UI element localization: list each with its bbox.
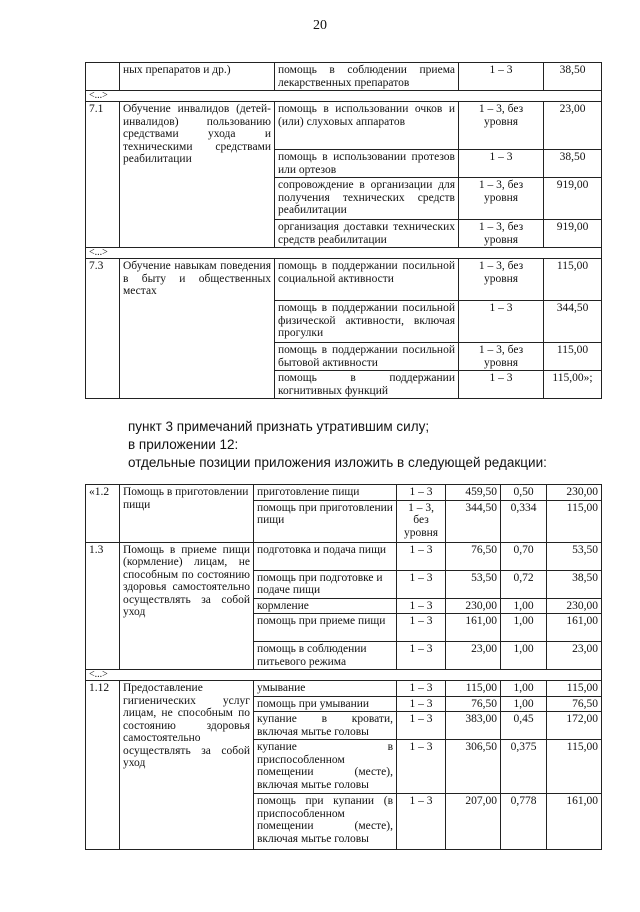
level-range: 1 – 3 — [397, 681, 446, 697]
coefficient: 1,00 — [501, 696, 547, 712]
service-name: Предоставление гигиенических услуг лицам, не способным по состоянию здоровья самостоятельно осуществлять за собой уход — [120, 681, 254, 850]
service-action: помощь в поддержании когнитивных функций — [275, 371, 459, 399]
price-value: 161,00 — [547, 794, 602, 850]
service-action: помощь при приеме пищи — [254, 614, 397, 642]
service-name: Обучение инвалидов (детей-инвалидов) пользованию средствами ухода и техническими средствами реабилитации — [120, 102, 275, 248]
price-value: 38,50 — [544, 63, 602, 91]
price-value: 38,50 — [544, 150, 602, 178]
service-action: помощь в соблюдении питьевого режима — [254, 642, 397, 670]
service-action: помощь в поддержании посильной бытовой активности — [275, 343, 459, 371]
service-action: помощь при умывании — [254, 696, 397, 712]
level-range: 1 – 3 — [459, 150, 544, 178]
level-range: 1 – 3 — [459, 63, 544, 91]
base-price: 344,50 — [446, 500, 501, 542]
service-action: кормление — [254, 598, 397, 614]
price-value: 115,00»; — [544, 371, 602, 399]
price-value: 23,00 — [547, 642, 602, 670]
level-range: 1 – 3, без уровня — [459, 102, 544, 150]
level-range: 1 – 3 — [397, 598, 446, 614]
base-price: 207,00 — [446, 794, 501, 850]
coefficient: 1,00 — [501, 614, 547, 642]
ellipsis-mark: <...> — [86, 91, 602, 102]
coefficient: 1,00 — [501, 681, 547, 697]
price-value: 919,00 — [544, 220, 602, 248]
price-value: 76,50 — [547, 696, 602, 712]
ellipsis-mark: <...> — [86, 670, 602, 681]
base-price: 23,00 — [446, 642, 501, 670]
level-range: 1 – 3 — [397, 614, 446, 642]
coefficient: 0,70 — [501, 542, 547, 570]
row-number: 1.12 — [86, 681, 120, 850]
table-row — [86, 542, 602, 570]
row-number: 7.3 — [86, 259, 120, 399]
table-social-services-1 — [85, 62, 602, 399]
note-paragraph-1: пункт 3 примечаний признать утратившим силу; — [128, 419, 430, 434]
service-action: помощь при купании (в приспособленном помещении (месте), включая мытье головы — [254, 794, 397, 850]
table-row — [86, 102, 602, 150]
price-value: 230,00 — [547, 485, 602, 501]
service-action: помощь в соблюдении приема лекарственных препаратов — [275, 63, 459, 91]
table-row — [86, 259, 602, 301]
level-range: 1 – 3 — [397, 740, 446, 794]
coefficient: 1,00 — [501, 642, 547, 670]
table-social-services-2 — [85, 484, 602, 850]
level-range: 1 – 3 — [397, 712, 446, 740]
level-range: 1 – 3 — [459, 371, 544, 399]
note-paragraph-3: отдельные позиции приложения изложить в следующей редакции: — [128, 455, 547, 470]
base-price: 76,50 — [446, 542, 501, 570]
level-range: 1 – 3, без уровня — [459, 259, 544, 301]
coefficient: 0,45 — [501, 712, 547, 740]
price-value: 230,00 — [547, 598, 602, 614]
coefficient: 0,375 — [501, 740, 547, 794]
level-range: 1 – 3 — [397, 542, 446, 570]
note-paragraph-2: в приложении 12: — [128, 437, 239, 452]
row-number — [86, 63, 120, 91]
level-range: 1 – 3, без уровня — [459, 343, 544, 371]
coefficient: 1,00 — [501, 598, 547, 614]
price-value: 53,50 — [547, 542, 602, 570]
service-action: купание в кровати, включая мытье головы — [254, 712, 397, 740]
service-action: помощь в поддержании посильной физической активности, включая прогулки — [275, 301, 459, 343]
service-action: организация доставки технических средств реабилитации — [275, 220, 459, 248]
service-action: умывание — [254, 681, 397, 697]
base-price: 115,00 — [446, 681, 501, 697]
ellipsis-mark: <...> — [86, 248, 602, 259]
row-number: 1.3 — [86, 542, 120, 670]
service-action: помощь при приготовлении пищи — [254, 500, 397, 542]
coefficient: 0,778 — [501, 794, 547, 850]
service-action: купание в приспособленном помещении (месте), включая мытье головы — [254, 740, 397, 794]
price-value: 161,00 — [547, 614, 602, 642]
price-value: 115,00 — [544, 259, 602, 301]
ellipsis-row — [86, 670, 602, 681]
service-name: Помощь в приеме пищи (кормление) лицам, не способным по состоянию здоровья самостоятельно осуществлять за собой уход — [120, 542, 254, 670]
base-price: 230,00 — [446, 598, 501, 614]
level-range: 1 – 3, без уровня — [397, 500, 446, 542]
page-number: 20 — [313, 18, 327, 33]
service-name: Обучение навыкам поведения в быту и общественных местах — [120, 259, 275, 399]
coefficient: 0,72 — [501, 570, 547, 598]
base-price: 53,50 — [446, 570, 501, 598]
price-value: 38,50 — [547, 570, 602, 598]
price-value: 344,50 — [544, 301, 602, 343]
service-name: ных препаратов и др.) — [120, 63, 275, 91]
price-value: 115,00 — [547, 681, 602, 697]
base-price: 306,50 — [446, 740, 501, 794]
table-row — [86, 681, 602, 697]
service-action: помощь в использовании очков и (или) слуховых аппаратов — [275, 102, 459, 150]
level-range: 1 – 3 — [397, 696, 446, 712]
ellipsis-row — [86, 248, 602, 259]
price-value: 115,00 — [547, 500, 602, 542]
service-action: сопровождение в организации для получения технических средств реабилитации — [275, 178, 459, 220]
service-action: подготовка и подача пищи — [254, 542, 397, 570]
service-action: помощь при подготовке и подаче пищи — [254, 570, 397, 598]
level-range: 1 – 3, без уровня — [459, 178, 544, 220]
price-value: 919,00 — [544, 178, 602, 220]
price-value: 115,00 — [547, 740, 602, 794]
ellipsis-row — [86, 91, 602, 102]
level-range: 1 – 3, без уровня — [459, 220, 544, 248]
price-value: 172,00 — [547, 712, 602, 740]
level-range: 1 – 3 — [397, 794, 446, 850]
service-action: помощь в использовании протезов или ортезов — [275, 150, 459, 178]
price-value: 115,00 — [544, 343, 602, 371]
level-range: 1 – 3 — [397, 642, 446, 670]
base-price: 383,00 — [446, 712, 501, 740]
level-range: 1 – 3 — [397, 570, 446, 598]
service-action: помощь в поддержании посильной социальной активности — [275, 259, 459, 301]
table-row — [86, 485, 602, 501]
coefficient: 0,334 — [501, 500, 547, 542]
service-name: Помощь в приготовлении пищи — [120, 485, 254, 543]
service-action: приготовление пищи — [254, 485, 397, 501]
level-range: 1 – 3 — [397, 485, 446, 501]
base-price: 459,50 — [446, 485, 501, 501]
table-row — [86, 63, 602, 91]
base-price: 161,00 — [446, 614, 501, 642]
row-number: «1.2 — [86, 485, 120, 543]
price-value: 23,00 — [544, 102, 602, 150]
coefficient: 0,50 — [501, 485, 547, 501]
base-price: 76,50 — [446, 696, 501, 712]
level-range: 1 – 3 — [459, 301, 544, 343]
row-number: 7.1 — [86, 102, 120, 248]
